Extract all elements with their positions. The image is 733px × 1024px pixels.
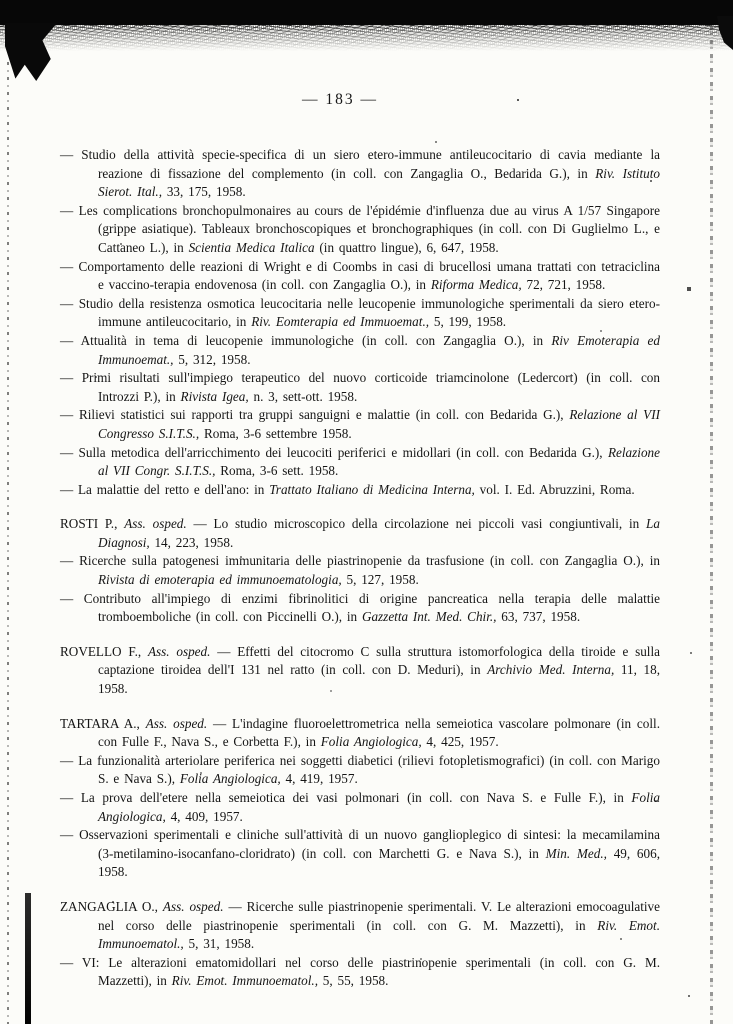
scan-artifact-bottom-left-bar bbox=[25, 893, 31, 1024]
entry-text: 4, 409, 1957. bbox=[165, 808, 243, 824]
entry-text: 49, 606, 1958. bbox=[98, 845, 660, 880]
scan-artifact-top-noise bbox=[0, 25, 733, 51]
entry-text: (in quattro lingue), 6, 647, 1958. bbox=[314, 239, 499, 255]
entry-text: 5, 127, 1958. bbox=[341, 572, 419, 588]
bibliography-entry bbox=[60, 332, 660, 369]
bibliography-entry bbox=[60, 752, 660, 789]
entry-text: 5, 31, 1958. bbox=[183, 936, 255, 952]
bibliography-entry bbox=[60, 715, 660, 752]
entry-text: — Attualità in tema di leucopenie immunologiche (in coll. con Zangaglia O.), in bbox=[60, 332, 552, 348]
entry-text: ZANGAGLIA O., bbox=[60, 898, 163, 914]
entry-text: — La funzionalità arteriolare periferica nei soggetti diabetici (rilievi fotopletismografici) (in coll. con Marigo S. e Nava S.), bbox=[60, 752, 660, 787]
entry-text: 11, 18, 1958. bbox=[98, 662, 660, 697]
entry-text: — La prova dell'etere nella semeiotica dei vasi polmonari (in coll. con Nava S. e Fulle F.), in bbox=[60, 790, 632, 805]
entry-text: — Les complications bronchopulmonaires au cours de l'épidémie d'influenza due au virus A 1/57 Singapore (grippe asiatique). Tableaux bronchoscopiques et bronchographiques (in coll. con Di Guglielmo L., e Cattaneo L.), in bbox=[60, 202, 660, 255]
entry-text: — Comportamento delle reazioni di Wright e di Coombs in casi di brucellosi umana trattati con tetraciclina e vaccino-terapia endovenosa (in coll. con Zangaglia O.), in bbox=[60, 258, 660, 293]
entry-text: vol. I. Ed. Abruzzini, Roma. bbox=[474, 481, 635, 497]
work-title-italic: Ass. osped. bbox=[147, 643, 211, 659]
work-title-italic: Riv Emoterapia ed Immunoemat., bbox=[98, 332, 660, 367]
work-title-italic: Relazione al VII Congr. S.I.T.S., bbox=[98, 444, 660, 479]
entry-text: 5, 55, 1958. bbox=[318, 973, 389, 989]
work-title-italic: Ass. osped. bbox=[124, 516, 187, 532]
bibliography-entry bbox=[60, 369, 660, 406]
entry-text: 5, 199, 1958. bbox=[429, 314, 507, 330]
work-title-italic: Ass. osped. bbox=[145, 715, 208, 731]
scan-artifact-top-band bbox=[0, 0, 733, 25]
work-title-italic: Folia Angiologica, bbox=[179, 771, 281, 787]
entry-text: ROSTI P., bbox=[60, 516, 125, 532]
scan-artifact-specks bbox=[0, 0, 2, 2]
page-number: — 183 — bbox=[302, 91, 378, 108]
work-title-italic: Archivio Med. Interna, bbox=[487, 662, 615, 678]
work-title-italic: Trattato Italiano di Medicina Interna, bbox=[269, 481, 475, 497]
work-title-italic: La Diagnosi, bbox=[98, 516, 660, 550]
bibliography-entry bbox=[60, 590, 660, 627]
work-title-italic: Riv. Eomterapia ed Immuoemat., bbox=[251, 314, 430, 330]
bibliography-entry bbox=[60, 406, 660, 443]
entry-text: — Lo studio microscopico della circolazione nei piccoli vasi congiuntivali, in bbox=[186, 516, 647, 532]
work-title-italic: Gazzetta Int. Med. Chir., bbox=[361, 609, 497, 625]
entry-text: ROVELLO F., bbox=[60, 643, 148, 659]
work-title-italic: Riv. Emot. Immunoematol., bbox=[171, 973, 318, 989]
work-title-italic: Rivista Igea, bbox=[180, 388, 249, 404]
work-title-italic: Rivista di emoterapia ed immunoematologia, bbox=[98, 572, 342, 588]
entry-text: — Studio della attività specie-specifica di un siero etero-immune antileucocitario di cavia mediante la reazione di fissazione del complemento (in coll. con Zangaglia O., Bedarida G.), in bbox=[60, 147, 660, 181]
bibliography-entry bbox=[60, 258, 660, 295]
bibliography bbox=[60, 146, 660, 991]
bibliography-entry bbox=[60, 295, 660, 332]
bibliography-entry bbox=[60, 954, 660, 991]
entry-text: — Rilievi statistici sui rapporti tra gruppi sanguigni e malattie (in coll. con Bedarida G.), bbox=[60, 407, 570, 423]
bibliography-entry bbox=[60, 515, 660, 552]
bibliography-entry bbox=[60, 481, 660, 500]
entry-text: — Contributo all'impiego di enzimi fibrinolitici di origine pancreatica nella terapia delle malattie tromboemboliche (in coll. con Piccinelli O.), in bbox=[60, 590, 660, 625]
work-title-italic: Folia Angiologica, bbox=[320, 734, 422, 750]
bibliography-entry bbox=[60, 898, 660, 954]
bibliography-entry bbox=[60, 789, 660, 826]
entry-text: 4, 425, 1957. bbox=[421, 734, 499, 750]
entry-text: — VI: Le alterazioni ematomidollari nel corso delle piastrinopenie sperimentali (in coll. con G. M. Mazzetti), in bbox=[60, 954, 660, 989]
entry-text: — Ricerche sulle piastrinopenie sperimentali. V. Le alterazioni emocoagulative nel corso delle piastrinopenie sperimentali (in coll. con G. M. Mazzetti), in bbox=[98, 898, 660, 933]
entry-text: 63, 737, 1958. bbox=[496, 609, 581, 625]
scan-artifact-left-edge-line bbox=[7, 62, 9, 1024]
entry-text: — Ricerche sulla patogenesi immunitaria delle piastrinopenie da trasfusione (in coll. con Zangaglia O.), in bbox=[60, 553, 660, 569]
bibliography-entry bbox=[60, 202, 660, 258]
bibliography-entry bbox=[60, 643, 660, 699]
entry-text: TARTARA A., bbox=[60, 715, 146, 731]
work-title-italic: Riforma Medica, bbox=[430, 277, 522, 293]
scan-artifact-blob-top-left bbox=[5, 23, 57, 81]
bibliography-entry bbox=[60, 552, 660, 589]
work-title-italic: Riv. Emot. Immunoematol., bbox=[98, 917, 660, 952]
scan-artifact-right-edge-line bbox=[710, 26, 713, 1024]
entry-text: Roma, 3-6 settembre 1958. bbox=[199, 425, 352, 441]
entry-text: — L'indagine fluoroelettrometrica nella semeiotica vascolare polmonare (in coll. con Fulle F., Nava S., e Corbetta F.), in bbox=[98, 715, 661, 750]
entry-text: 5, 312, 1958. bbox=[173, 351, 251, 367]
entry-text: Roma, 3-6 sett. 1958. bbox=[215, 463, 339, 479]
entry-text: — Osservazioni sperimentali e cliniche sull'attività di un nuovo ganglioplegico di sintesi: la mecamilamina (3-metilamino-isocanfano-cloridrato) (in coll. con Marchetti G. e Nava S.), in bbox=[60, 827, 660, 861]
work-title-italic: Min. Med., bbox=[545, 845, 607, 861]
entry-text: 72, 721, 1958. bbox=[521, 277, 606, 293]
entry-text: — Effetti del citocromo C sulla struttura istomorfologica della tiroide e sulla captazione tiroidea dell'I 131 nel ratto (in coll. con D. Meduri), in bbox=[98, 643, 660, 678]
bibliography-entry bbox=[60, 146, 660, 202]
entry-text: 14, 223, 1958. bbox=[149, 534, 234, 550]
entry-text: n. 3, sett-ott. 1958. bbox=[248, 388, 358, 404]
entry-text: — Primi risultati sull'impiego terapeutico del nuovo corticoide triamcinolone (Ledercort) (in coll. con Introzzi P.), in bbox=[60, 370, 660, 404]
entry-text: 4, 419, 1957. bbox=[280, 771, 358, 787]
entry-text: — Sulla metodica dell'arricchimento dei leucociti periferici e midollari (in coll. con Bedarida G.), bbox=[60, 444, 608, 460]
entry-text: 33, 175, 1958. bbox=[162, 184, 246, 200]
bibliography-entry bbox=[60, 444, 660, 481]
work-title-italic: Relazione al VII Congresso S.I.T.S., bbox=[98, 407, 660, 441]
work-title-italic: Folia Angiologica, bbox=[98, 790, 660, 824]
work-title-italic: Riv. Istituto Sierot. Ital., bbox=[98, 165, 660, 200]
work-title-italic: Scientia Medica Italica bbox=[188, 239, 315, 255]
entry-text: — Studio della resistenza osmotica leucocitaria nelle leucopenie immunologiche sperimentali da siero etero-immune antileucocitario, in bbox=[60, 295, 660, 330]
entry-text: — La malattie del retto e dell'ano: in bbox=[60, 481, 270, 497]
work-title-italic: Ass. osped. bbox=[162, 898, 224, 914]
bibliography-entry bbox=[60, 826, 660, 882]
